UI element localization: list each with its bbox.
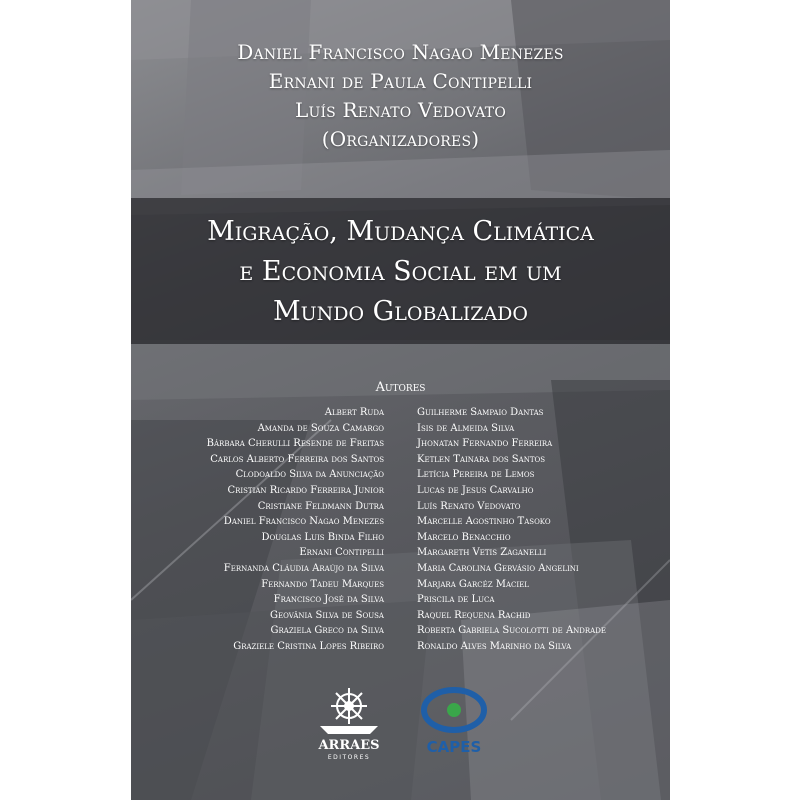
author-name: Francisco José da Silva bbox=[273, 594, 384, 606]
author-name: Marjara Garcéz Maciel bbox=[417, 578, 529, 590]
author-name: Graziele Cristina Lopes Ribeiro bbox=[233, 640, 384, 652]
publisher-name: ARRAES bbox=[318, 738, 380, 753]
author-name: Douglas Luis Binda Filho bbox=[261, 531, 384, 543]
book-cover bbox=[131, 0, 670, 800]
author-name: Amanda de Souza Camargo bbox=[257, 422, 384, 434]
title-line: Mundo Globalizado bbox=[273, 296, 528, 327]
author-name: Priscila de Luca bbox=[417, 594, 495, 606]
arraes-logo bbox=[314, 682, 384, 762]
author-name: Cristian Ricardo Ferreira Junior bbox=[227, 484, 384, 496]
author-name: Fernando Tadeu Marques bbox=[261, 578, 384, 590]
author-name: Margareth Vetis Zaganelli bbox=[417, 547, 547, 559]
organizer-name: Luís Renato Vedovato bbox=[294, 98, 507, 122]
author-name: Raquel Requena Rachid bbox=[417, 609, 531, 621]
author-name: Marcelo Benacchio bbox=[417, 531, 511, 543]
author-name: Daniel Francisco Nagao Menezes bbox=[223, 516, 384, 528]
author-name: Lucas de Jesus Carvalho bbox=[417, 484, 534, 496]
author-name: Albert Ruda bbox=[324, 407, 384, 418]
author-name: Ketlen Tainara dos Santos bbox=[417, 453, 546, 465]
author-name: Bárbara Cherulli Resende de Freitas bbox=[206, 438, 384, 450]
title-line: Migração, Mudança Climática bbox=[207, 216, 594, 247]
capes-logo bbox=[414, 684, 494, 758]
authors-right-column bbox=[417, 405, 606, 655]
author-name: Ronaldo Alves Marinho da Silva bbox=[417, 640, 572, 652]
author-name: Fernanda Cláudia Araújo da Silva bbox=[223, 562, 384, 574]
author-name: Graziela Greco da Silva bbox=[270, 625, 384, 637]
author-name: Geovânia Silva de Sousa bbox=[270, 609, 384, 621]
authors-left-column bbox=[207, 405, 384, 655]
organizer-name: Ernani de Paula Contipelli bbox=[268, 69, 533, 93]
author-name: Luís Renato Vedovato bbox=[417, 500, 521, 512]
organizers-label: (Organizadores) bbox=[321, 127, 480, 151]
author-name: Jhonatan Fernando Ferreira bbox=[417, 438, 553, 450]
author-name: Carlos Alberto Ferreira dos Santos bbox=[210, 453, 384, 465]
author-name: Cristiane Feldmann Dutra bbox=[257, 500, 384, 512]
author-name: Clodoaldo Silva da Anunciação bbox=[235, 469, 384, 481]
authors-heading: Autores bbox=[375, 380, 426, 395]
author-name: Ernani Contipelli bbox=[299, 547, 384, 559]
author-name: Guilherme Sampaio Dantas bbox=[417, 407, 544, 418]
organizers bbox=[131, 38, 670, 154]
publisher-subtitle: EDITORES bbox=[327, 754, 371, 761]
author-name: Isis de Almeida Silva bbox=[417, 422, 515, 434]
organizer-name: Daniel Francisco Nagao Menezes bbox=[237, 40, 564, 64]
author-name: Roberta Gabriela Sucolotti de Andrade bbox=[417, 625, 606, 637]
book-title bbox=[131, 212, 670, 332]
author-name: Maria Carolina Gervásio Angelini bbox=[417, 562, 579, 574]
sponsor-name: CAPES bbox=[426, 738, 482, 756]
author-name: Letícia Pereira de Lemos bbox=[417, 469, 535, 481]
title-line: e Economia Social em um bbox=[239, 256, 562, 287]
author-name: Marcelle Agostinho Tasoko bbox=[417, 516, 551, 528]
